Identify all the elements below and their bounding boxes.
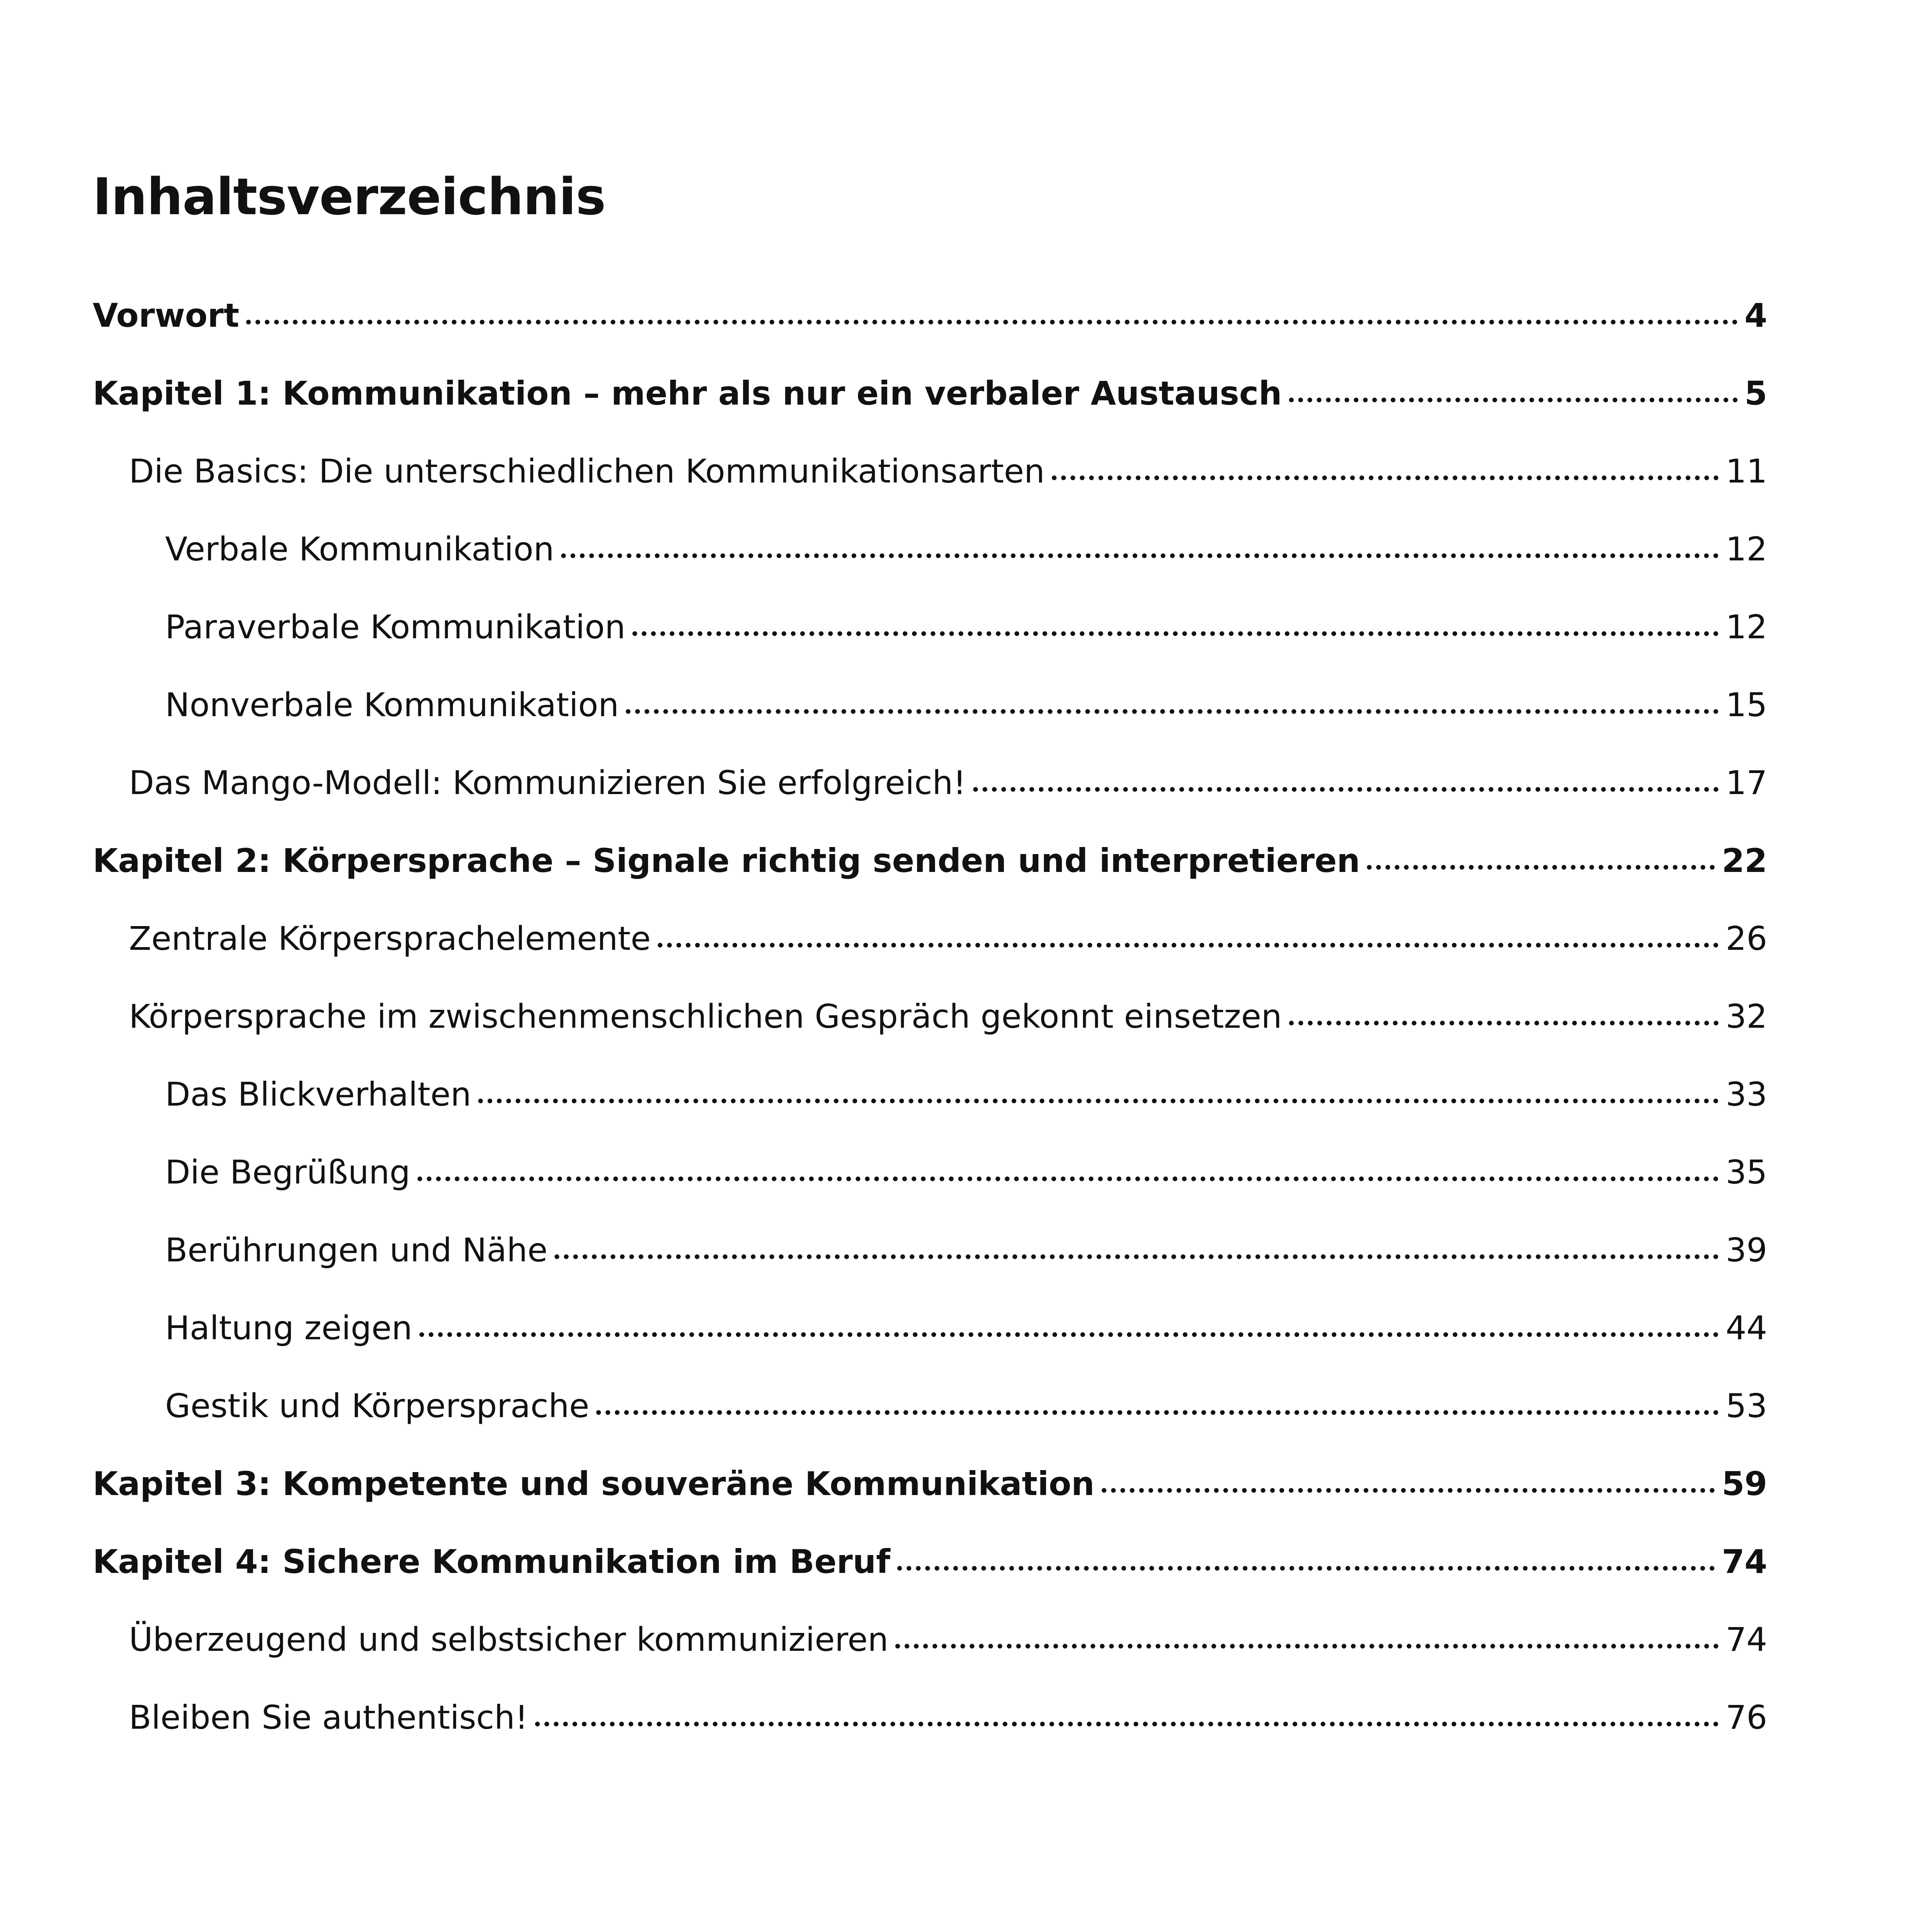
toc-entry-page-number: 59 (1722, 1465, 1767, 1503)
toc-entry-label: Kapitel 1: Kommunikation – mehr als nur ein verbaler Austausch (93, 374, 1282, 412)
toc-entry-page-number: 12 (1726, 530, 1767, 568)
toc-entry-page-number: 11 (1726, 452, 1767, 490)
toc-entry-label: Bleiben Sie authentisch! (129, 1698, 528, 1737)
toc-entry-page-number: 33 (1726, 1075, 1767, 1113)
toc-dot-leader (1289, 1021, 1719, 1025)
toc-dot-leader (658, 943, 1719, 948)
toc-entry-page-number: 17 (1726, 764, 1767, 802)
toc-entry[interactable] (93, 1534, 1767, 1589)
toc-dot-leader (561, 553, 1719, 558)
toc-dot-leader (1289, 398, 1738, 402)
toc-entry-label: Zentrale Körpersprachelemente (129, 919, 651, 958)
toc-entry-page-number: 12 (1726, 608, 1767, 646)
toc-entry-page-number: 76 (1726, 1698, 1767, 1737)
toc-entry-label: Nonverbale Kommunikation (165, 686, 619, 724)
toc-dot-leader (632, 631, 1719, 636)
toc-entry[interactable] (93, 366, 1767, 421)
toc-entry[interactable] (93, 833, 1767, 888)
toc-entry-page-number: 32 (1726, 997, 1767, 1036)
toc-dot-leader (419, 1332, 1719, 1337)
toc-entry[interactable] (93, 911, 1767, 966)
toc-dot-leader (626, 709, 1719, 714)
toc-entry-page-number: 22 (1722, 842, 1767, 880)
toc-entry-label: Überzeugend und selbstsicher kommunizieren (129, 1620, 889, 1659)
toc-dot-leader (895, 1644, 1719, 1648)
toc-entry-page-number: 74 (1722, 1543, 1767, 1581)
toc-dot-leader (535, 1722, 1719, 1726)
toc-entry[interactable] (93, 1456, 1767, 1511)
toc-entry-label: Das Blickverhalten (165, 1075, 472, 1113)
toc-entry-label: Verbale Kommunikation (165, 530, 554, 568)
toc-entry[interactable] (93, 1379, 1767, 1433)
toc-entry[interactable] (93, 1145, 1767, 1199)
toc-entry-page-number: 35 (1726, 1153, 1767, 1191)
toc-entry[interactable] (93, 756, 1767, 810)
toc-entry-page-number: 15 (1726, 686, 1767, 724)
toc-entry[interactable] (93, 288, 1767, 343)
toc-entry-label: Berührungen und Nähe (165, 1231, 548, 1269)
toc-entry-page-number: 5 (1744, 374, 1767, 412)
toc-entry-label: Die Basics: Die unterschiedlichen Kommunikationsarten (129, 452, 1045, 490)
toc-entry[interactable] (93, 1067, 1767, 1122)
toc-entry[interactable] (93, 1301, 1767, 1355)
toc-title: Inhaltsverzeichnis (93, 167, 606, 226)
toc-dot-leader (417, 1176, 1719, 1181)
toc-entry[interactable] (93, 1690, 1767, 1745)
toc-entry[interactable] (93, 600, 1767, 654)
toc-entry-label: Vorwort (93, 296, 240, 335)
toc-entry[interactable] (93, 444, 1767, 498)
toc-entry-label: Gestik und Körpersprache (165, 1387, 590, 1425)
toc-dot-leader (1102, 1488, 1715, 1493)
toc-page (93, 167, 1767, 1737)
toc-entry-label: Paraverbale Kommunikation (165, 608, 626, 646)
toc-dot-leader (1367, 865, 1715, 870)
toc-entry-label: Das Mango-Modell: Kommunizieren Sie erfolgreich! (129, 764, 966, 802)
toc-dot-leader (555, 1254, 1719, 1259)
toc-dot-leader (1052, 476, 1719, 480)
toc-dot-leader (897, 1566, 1715, 1571)
toc-entry-page-number: 74 (1726, 1620, 1767, 1659)
toc-entry-page-number: 39 (1726, 1231, 1767, 1269)
toc-entry-page-number: 53 (1726, 1387, 1767, 1425)
toc-dot-leader (246, 320, 1737, 324)
toc-entry[interactable] (93, 1223, 1767, 1277)
toc-entry-label: Kapitel 3: Kompetente und souveräne Kommunikation (93, 1465, 1095, 1503)
toc-entry-page-number: 44 (1726, 1309, 1767, 1347)
toc-entry-label: Körpersprache im zwischenmenschlichen Gespräch gekonnt einsetzen (129, 997, 1282, 1036)
toc-entry-label: Haltung zeigen (165, 1309, 412, 1347)
toc-entry-page-number: 4 (1744, 296, 1767, 335)
toc-entry-page-number: 26 (1726, 919, 1767, 958)
toc-entry-label: Kapitel 4: Sichere Kommunikation im Beruf (93, 1543, 890, 1581)
toc-entry-label: Die Begrüßung (165, 1153, 410, 1191)
toc-entry[interactable] (93, 1612, 1767, 1667)
toc-dot-leader (596, 1410, 1719, 1415)
toc-dot-leader (478, 1099, 1719, 1103)
toc-entry[interactable] (93, 678, 1767, 732)
toc-entry[interactable] (93, 522, 1767, 576)
toc-entry[interactable] (93, 989, 1767, 1044)
toc-entry-label: Kapitel 2: Körpersprache – Signale richtig senden und interpretieren (93, 842, 1360, 880)
toc-dot-leader (973, 787, 1719, 792)
